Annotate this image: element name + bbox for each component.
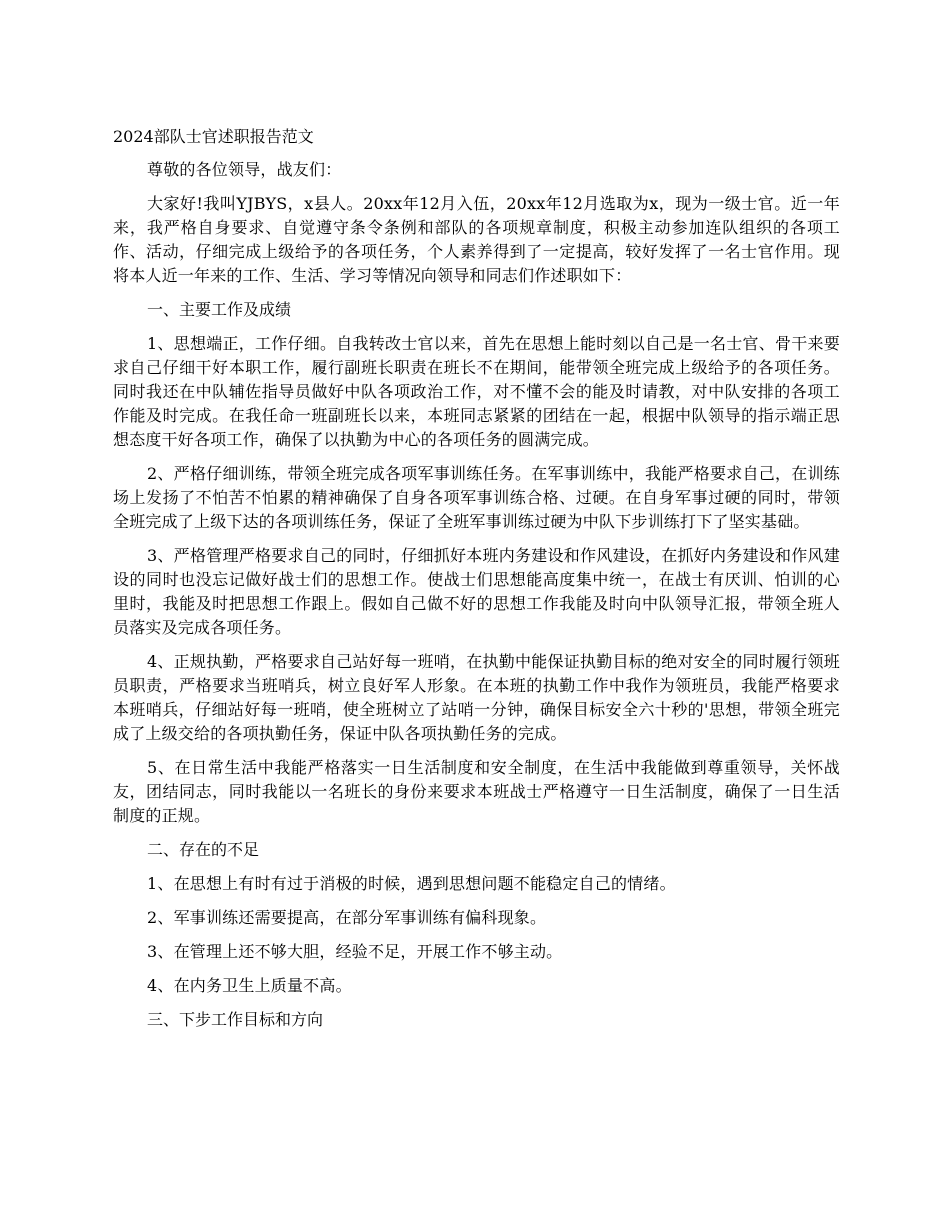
document-title: 2024部队士官述职报告范文 xyxy=(113,127,314,146)
greeting: 尊敬的各位领导，战友们： xyxy=(147,160,342,179)
list-item: 1、在思想上有时有过于消极的时候，遇到思想问题不能稳定自己的情绪。 xyxy=(147,874,676,893)
list-item: 3、在管理上还不够大胆，经验不足，开展工作不够主动。 xyxy=(147,942,563,961)
paragraph: 1、思想端正，工作仔细。自我转改士官以来，首先在思想上能时刻以自己是一名士官、骨干来要求自己仔细干好本职工作，履行副班长职责在班长不在期间，能带领全班完成上级给予的各项任务。同时我还在中队辅佐指导员做好中队各项政治工作，对不懂不会的能及时请教，对中队安排的各项工作能及时完成。在我任命一班副班长以来，本班同志紧紧的团结在一起，根据中队领导的指示端正思想态度干好各项工作，确保了以执勤为中心的各项任务的圆满完成。 xyxy=(113,334,840,449)
section-heading: 一、主要工作及成绩 xyxy=(147,300,292,319)
paragraph: 4、正规执勤，严格要求自己站好每一班哨，在执勤中能保证执勤目标的绝对安全的同时履行领班员职责，严格要求当班哨兵，树立良好军人形象。在本班的执勤工作中我作为领班员，我能严格要求本班哨兵，仔细站好每一班哨，使全班树立了站哨一分钟，确保目标安全六十秒的'思想，带领全班完成了上级交给的各项执勤任务，保证中队各项执勤任务的完成。 xyxy=(113,652,840,743)
section-heading: 三、下步工作目标和方向 xyxy=(147,1010,324,1029)
intro-paragraph: 大家好!我叫YJBYS，x县人。20xx年12月入伍，20xx年12月选取为x，现为一级士官。近一年来，我严格自身要求、自觉遵守条令条例和部队的各项规章制度，积极主动参加连队组织的各项工作、活动，仔细完成上级给予的各项任务，个人素养得到了一定提高，较好发挥了一名士官作用。现将本人近一年来的工作、生活、学习等情况向领导和同志们作述职如下： xyxy=(113,194,840,285)
paragraph: 2、严格仔细训练，带领全班完成各项军事训练任务。在军事训练中，我能严格要求自己，在训练场上发扬了不怕苦不怕累的精神确保了自身各项军事训练合格、过硬。在自身军事过硬的同时，带领全班完成了上级下达的各项训练任务，保证了全班军事训练过硬为中队下步训练打下了坚实基础。 xyxy=(113,464,840,531)
list-item: 2、军事训练还需要提高，在部分军事训练有偏科现象。 xyxy=(147,908,547,927)
list-item: 4、在内务卫生上质量不高。 xyxy=(147,976,352,995)
paragraph: 5、在日常生活中我能严格落实一日生活制度和安全制度，在生活中我能做到尊重领导，关怀战友，团结同志，同时我能以一名班长的身份来要求本班战士严格遵守一日生活制度，确保了一日生活制度的正规。 xyxy=(113,758,840,825)
section-heading: 二、存在的不足 xyxy=(147,840,260,859)
document-page xyxy=(113,125,840,1042)
paragraph: 3、严格管理严格要求自己的同时，仔细抓好本班内务建设和作风建设，在抓好内务建设和作风建设的同时也没忘记做好战士们的思想工作。使战士们思想能高度集中统一，在战士有厌训、怕训的心里时，我能及时把思想工作跟上。假如自己做不好的思想工作我能及时向中队领导汇报，带领全班人员落实及完成各项任务。 xyxy=(113,546,840,637)
